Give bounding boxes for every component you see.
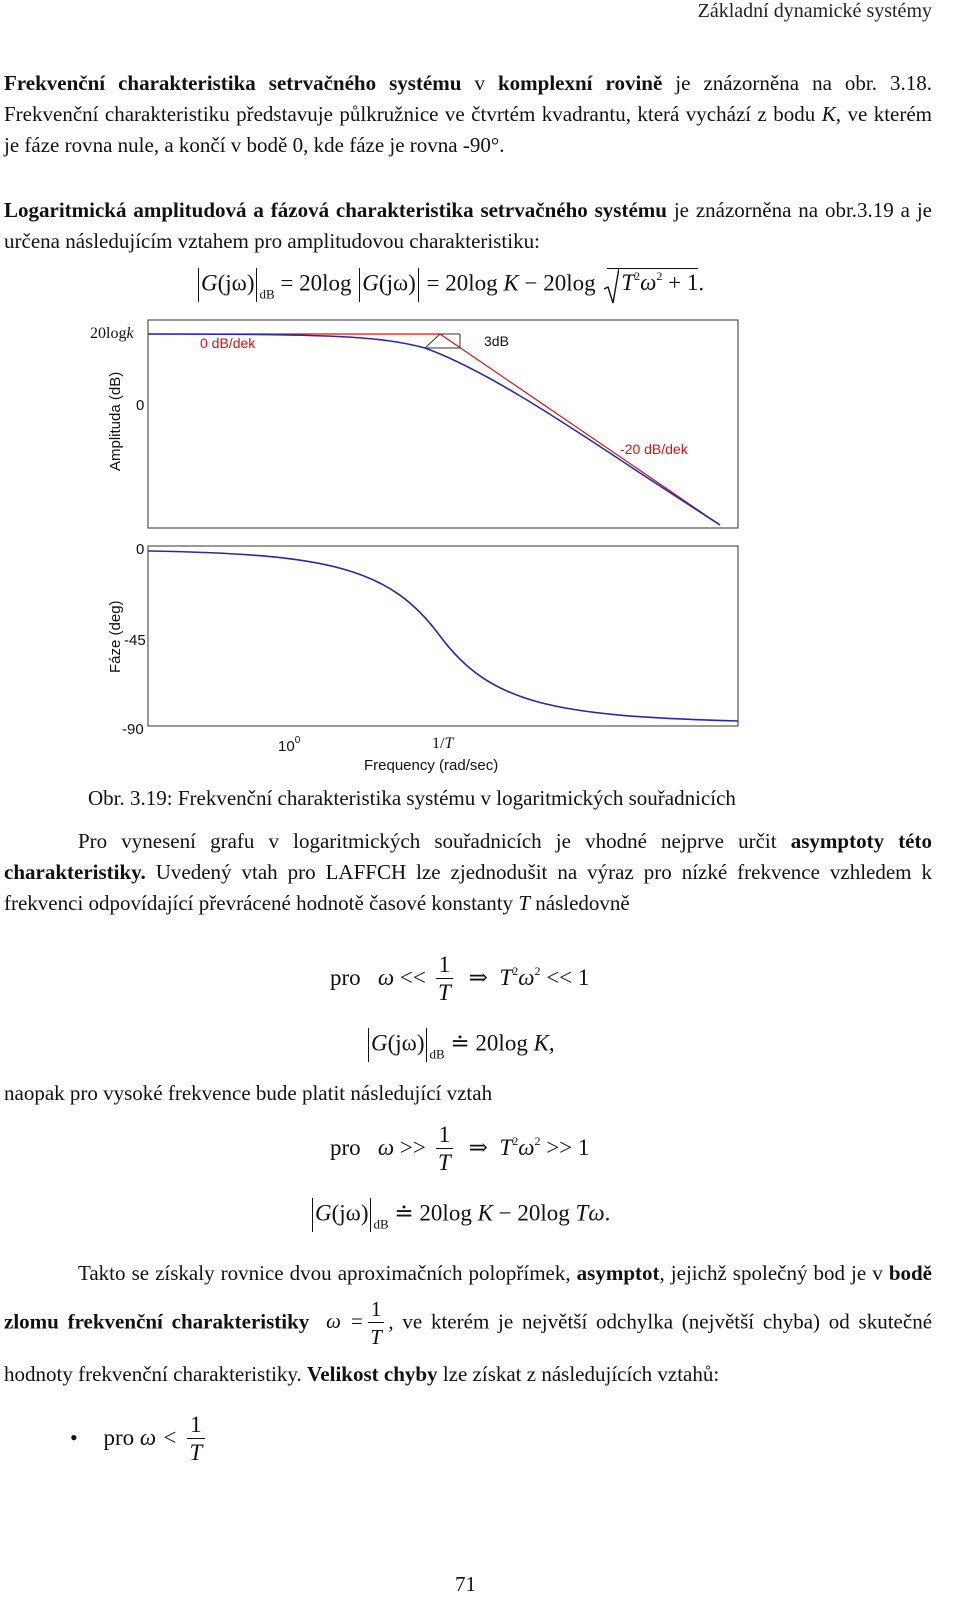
fraction: $\frac{1}{T}$ bbox=[436, 1122, 454, 1177]
running-header: Základní dynamické systémy bbox=[697, 0, 932, 22]
bold-term: komplexní rovině bbox=[497, 71, 663, 95]
ytick-phase-0: 0 bbox=[136, 541, 145, 558]
text: je znázorněna na obr. 3.18. Frekvenční charakteristiku představuje půlkružnice ve čtvrtém kvadrantu, která vychází z bodu bbox=[4, 71, 933, 126]
eq-db: dB bbox=[373, 1216, 389, 1232]
eq-approx: ≐ 20log bbox=[394, 1200, 472, 1226]
eq-pro: pro bbox=[103, 1424, 135, 1450]
eq-ll: << bbox=[399, 964, 426, 990]
page-number: 71 bbox=[455, 1572, 476, 1596]
text: lze získat z následujících vztahů: bbox=[437, 1362, 720, 1386]
bold-term: Velikost chyby bbox=[307, 1362, 438, 1386]
eq-pro: pro bbox=[330, 1134, 361, 1160]
sqrt bbox=[607, 268, 698, 296]
text: je znázorněna na obr.3.19 a je určena následujícím vztahem pro amplitudovou charakteristiku: bbox=[4, 198, 933, 253]
eq-omega: ω bbox=[377, 1134, 395, 1160]
eq-omega: ω bbox=[640, 270, 657, 296]
ylabel-phase: Fáze (deg) bbox=[107, 600, 124, 673]
eq-omega: ω = bbox=[326, 1309, 364, 1334]
figure-caption: Obr. 3.19: Frekvenční charakteristika systému v logaritmických souřadnicích bbox=[88, 786, 736, 810]
paragraph-log-characteristics bbox=[4, 195, 932, 257]
eq-part: = 20log bbox=[426, 270, 498, 296]
eq-K: K bbox=[533, 1030, 549, 1056]
equation-high-condition: pro ω >> $\frac{1}{T}$ ⇒ $T^2\omega^2 >> 1$ bbox=[330, 1122, 590, 1175]
xtick-10: $10^0$ bbox=[278, 735, 301, 755]
bullet-dot: • bbox=[70, 1424, 78, 1450]
text: Takto se získaly rovnice dvou aproximačních polopřímek, bbox=[78, 1261, 577, 1285]
eq-pro: pro bbox=[330, 964, 361, 990]
eq-gg1: >> 1 bbox=[546, 1134, 590, 1160]
eq-gg: >> bbox=[399, 1134, 426, 1160]
annot-20db: -20 dB/dek bbox=[620, 441, 688, 457]
paragraph-complex-plane bbox=[4, 68, 932, 161]
equation-low-result bbox=[366, 1028, 555, 1062]
sqrt-sign bbox=[603, 267, 619, 305]
paragraph-break-point bbox=[4, 1250, 932, 1397]
eq-jw: (jω) bbox=[387, 1030, 425, 1056]
eq-part: − 20log bbox=[524, 270, 596, 296]
equation-amplitude bbox=[196, 268, 704, 302]
bold-term: bodě zlomu frekvenční charakteristiky bbox=[4, 1261, 932, 1334]
eq-minus: − 20log bbox=[498, 1200, 570, 1226]
eq-G: G bbox=[362, 270, 379, 296]
text: v bbox=[461, 71, 498, 95]
eq-jw: (jω) bbox=[378, 270, 416, 296]
eq-part: = 20log bbox=[280, 270, 352, 296]
eq-Tw: Tω bbox=[575, 1200, 605, 1226]
eq-T: T bbox=[499, 1134, 513, 1160]
phase-panel bbox=[148, 546, 738, 726]
eq-omega: ω bbox=[518, 1134, 535, 1160]
bullet-item bbox=[70, 1412, 209, 1467]
exp: 2 bbox=[656, 269, 663, 284]
fraction: $\frac{1}{T}$ bbox=[187, 1412, 205, 1467]
ytick-phase-45: -45 bbox=[124, 632, 146, 649]
text: Uvedený vtah pro LAFFCH lze zjednodušit na výraz pro nízké frekvence vzhledem k frekvenci odpovídající převrácené hodnotě časové konstanty bbox=[4, 860, 932, 915]
ylabel-amplitude: Amplituda (dB) bbox=[107, 371, 124, 471]
eq-implies: ⇒ bbox=[468, 1134, 488, 1160]
eq-jw: (jω) bbox=[331, 1200, 369, 1226]
paragraph-high-freq: naopak pro vysoké frekvence bude platit následující vztah bbox=[4, 1081, 493, 1105]
eq-G: G bbox=[315, 1200, 332, 1226]
annot-0db: 0 dB/dek bbox=[200, 335, 256, 351]
amplitude-panel bbox=[148, 320, 738, 528]
eq-omega: ω bbox=[377, 964, 395, 990]
eq-implies: ⇒ bbox=[468, 964, 488, 990]
fraction: $\frac{1}{T}$ bbox=[436, 952, 454, 1007]
eq-dot: . bbox=[604, 1200, 611, 1226]
var-T: T bbox=[518, 891, 530, 915]
equation-high-result bbox=[310, 1198, 610, 1232]
eq-ll1: << 1 bbox=[546, 964, 590, 990]
eq-K: K bbox=[477, 1200, 493, 1226]
fraction: $\frac{1}{T}$ bbox=[368, 1296, 385, 1351]
xtick-1T: 1/T bbox=[432, 735, 454, 752]
eq-K: K bbox=[503, 270, 519, 296]
ytick-0: 0 bbox=[136, 397, 145, 414]
eq-plus1: + 1 bbox=[668, 270, 699, 296]
ytick-20logk: 20logk bbox=[90, 325, 134, 342]
paragraph-asymptotes bbox=[4, 826, 932, 919]
eq-approx: ≐ 20log bbox=[450, 1030, 528, 1056]
bold-term: Frekvenční charakteristika setrvačného systému bbox=[4, 71, 462, 95]
ytick-phase-90: -90 bbox=[122, 721, 144, 738]
eq-T: T bbox=[621, 270, 635, 296]
text: , ve kterém je největší odchylka (největší chyba) od skutečné hodnoty frekvenční charakteristiky. bbox=[4, 1309, 933, 1386]
equation-low-condition: pro ω << $\frac{1}{T}$ ⇒ $T^2\omega^2 << 1$ bbox=[330, 952, 590, 1005]
eq-jw: (jω) bbox=[217, 270, 255, 296]
text: Pro vynesení grafu v logaritmických souřadnicích je vhodné nejprve určit bbox=[78, 829, 791, 853]
exp: 2 bbox=[634, 269, 641, 284]
xlabel: Frequency (rad/sec) bbox=[364, 757, 499, 774]
eq-G: G bbox=[201, 270, 218, 296]
eq-omega: ω bbox=[518, 964, 535, 990]
annot-3db: 3dB bbox=[484, 333, 509, 349]
bold-term: Logaritmická amplitudová a fázová charakteristika setrvačného systému bbox=[4, 198, 667, 222]
eq-omega: ω < bbox=[139, 1424, 178, 1450]
bold-term: asymptoty této charakteristiky. bbox=[4, 829, 932, 884]
eq-G: G bbox=[371, 1030, 388, 1056]
eq-dot: . bbox=[698, 270, 705, 296]
bode-figure bbox=[80, 318, 760, 788]
eq-T: T bbox=[499, 964, 513, 990]
eq-comma: , bbox=[548, 1030, 555, 1056]
text: , jejichž společný bod je v bbox=[659, 1261, 889, 1285]
eq-db: dB bbox=[429, 1046, 445, 1062]
text: následovně bbox=[530, 891, 630, 915]
var-K: K bbox=[821, 102, 836, 126]
bold-term: asymptot bbox=[576, 1261, 660, 1285]
eq-db: dB bbox=[259, 286, 275, 302]
text: , ve kterém je fáze rovna nule, a končí v bodě 0, kde fáze je rovna -90°. bbox=[4, 102, 933, 157]
